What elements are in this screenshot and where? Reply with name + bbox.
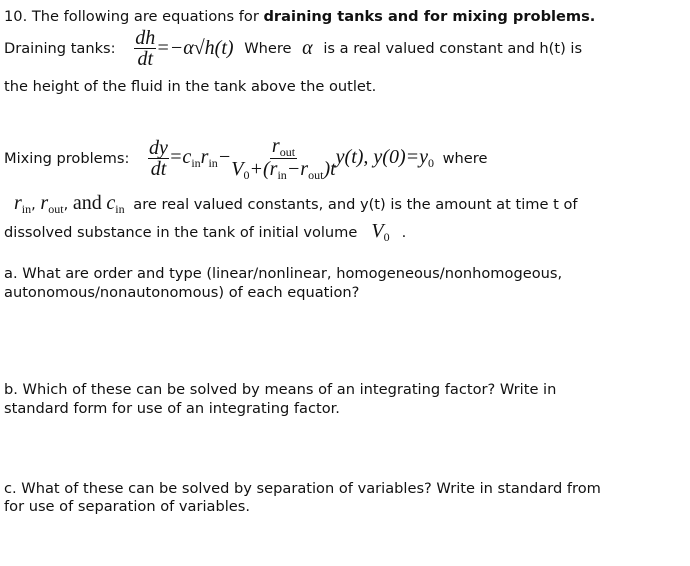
dh-dt-fraction: $\frac{dh}{dt}$ — [135, 27, 156, 70]
mixing-equation-line: Mixing problems: $\frac{dy}{dt}$ $=c_{in}r_{in}-$ $\frac{r_{out}}{V_0+(r_{in}-r_{out})t}$ y(t), $y(0)=y_0$ where — [4, 135, 488, 182]
draining-equation-line: Draining tanks: $\frac{dh}{dt}$ =−α√h(t) Where α is a real valued constant and h(t) is — [4, 27, 583, 70]
mixing-inflow-term: $=c_{in}r_{in}-$ — [168, 146, 232, 170]
dy-dt-fraction: $\frac{dy}{dt}$ — [149, 137, 168, 180]
draining-description: the height of the fluid in the tank above the outlet. — [4, 78, 377, 95]
outflow-fraction: $\frac{r_{out}}{V_0+(r_{in}-r_{out})t}$ — [231, 135, 336, 182]
constants-line-2: dissolved substance in the tank of initial volume $V_0$ . — [4, 220, 407, 244]
constants-line: $r_{in}$, $r_{out}$, and $c_{in}$ are real valued constants, and y(t) is the amount at time t of — [14, 192, 578, 216]
problem-title: 10. The following are equations for draining tanks and for mixing problems. — [4, 8, 596, 25]
